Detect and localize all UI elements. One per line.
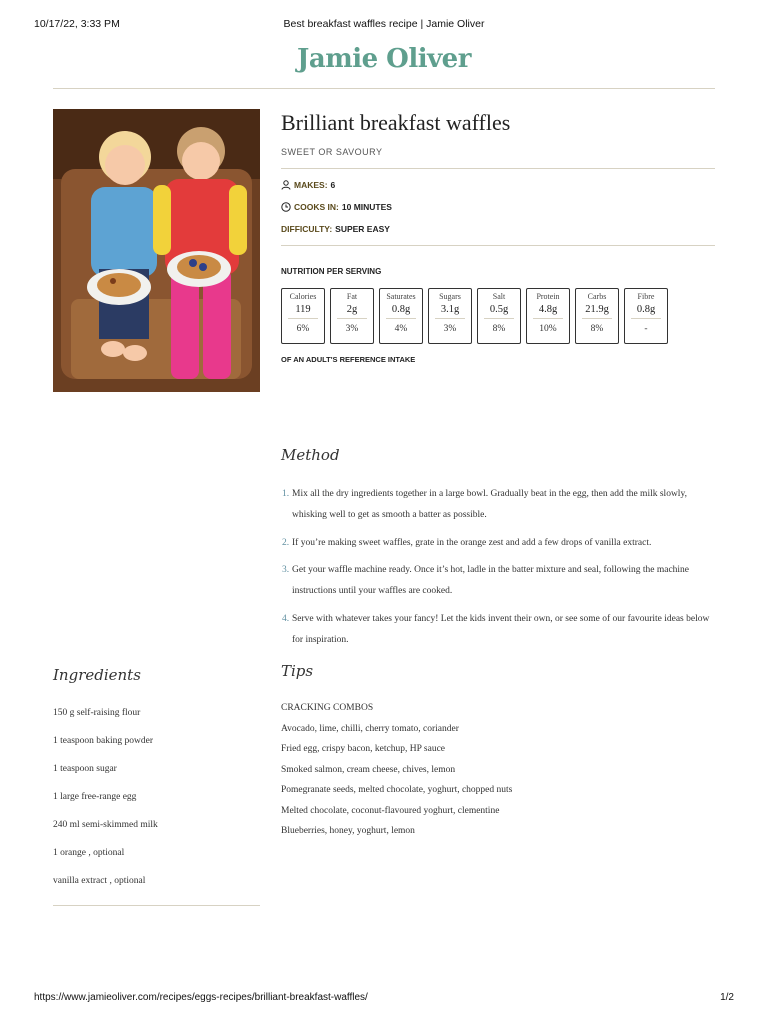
ingredient-item: 150 g self-raising flour (53, 708, 141, 718)
nutrition-percent: 6% (296, 324, 310, 334)
cooks-in-value: 10 MINUTES (341, 202, 392, 212)
nutrition-label: Salt (492, 292, 506, 301)
nutrition-cell-carbs (575, 288, 619, 344)
nutrition-percent: 4% (394, 324, 408, 334)
nutrition-percent: 3% (443, 324, 457, 334)
cooks-in-row (281, 202, 392, 212)
tip-item: Avocado, lime, chilli, cherry tomato, coriander (281, 724, 459, 734)
difficulty-label: DIFFICULTY: (281, 224, 333, 234)
nutrition-cell-fat (330, 288, 374, 344)
tips-subheading: CRACKING COMBOS (281, 703, 374, 713)
nutrition-value: 0.8g (386, 304, 416, 319)
reference-intake-note: OF AN ADULT'S REFERENCE INTAKE (281, 355, 416, 364)
nutrition-label: Fat (346, 292, 358, 301)
title-divider (281, 168, 715, 169)
nutrition-cell-sugars (428, 288, 472, 344)
difficulty-row (281, 224, 390, 234)
cooks-in-label: COOKS IN: (294, 202, 339, 212)
nutrition-grid (281, 288, 668, 344)
recipe-subtitle: SWEET OR SAVOURY (281, 147, 383, 157)
recipe-title: Brilliant breakfast waffles (281, 110, 511, 135)
nutrition-value: 0.5g (484, 304, 514, 319)
method-heading: Method (281, 446, 340, 464)
nutrition-label: Saturates (386, 292, 416, 301)
nutrition-percent: - (644, 324, 648, 334)
tip-item: Blueberries, honey, yoghurt, lemon (281, 825, 415, 836)
page-url[interactable]: https://www.jamieoliver.com/recipes/eggs-recipes/brilliant-breakfast-waffles/ (34, 992, 368, 1003)
site-logo[interactable]: Jamie Oliver (297, 44, 471, 74)
nutrition-cell-protein (526, 288, 570, 344)
recipe-photo (53, 109, 260, 392)
nutrition-value: 2g (337, 304, 367, 319)
page-number: 1/2 (720, 992, 734, 1003)
makes-row (281, 180, 335, 190)
tip-item: Smoked salmon, cream cheese, chives, lemon (281, 764, 456, 775)
nutrition-cell-fibre (624, 288, 668, 344)
nutrition-title: NUTRITION PER SERVING (281, 267, 382, 276)
ingredient-item: 1 large free-range egg (53, 792, 137, 802)
ingredients-divider (53, 905, 260, 906)
difficulty-value: SUPER EASY (335, 224, 390, 234)
nutrition-percent: 8% (492, 324, 506, 334)
nutrition-label: Fibre (637, 292, 655, 301)
method-list (281, 484, 721, 658)
nutrition-percent: 3% (345, 324, 359, 334)
print-header (34, 18, 734, 32)
nutrition-cell-salt (477, 288, 521, 344)
nutrition-value: 3.1g (435, 304, 465, 319)
person-icon (281, 180, 291, 190)
ingredient-item: vanilla extract , optional (53, 876, 146, 886)
ingredient-item: 240 ml semi-skimmed milk (53, 820, 158, 830)
tip-item: Fried egg, crispy bacon, ketchup, HP sauce (281, 744, 446, 755)
tip-item: Pomegranate seeds, melted chocolate, yoghurt, chopped nuts (281, 785, 513, 796)
method-step: 2. If you’re making sweet waffles, grate in the orange zest and add a few drops of vanilla extract. (282, 537, 652, 548)
meta-divider (281, 245, 715, 246)
method-step: 1. Mix all the dry ingredients together in a large bowl. Gradually beat in the egg, then add the milk slowly, whisking well to get as smooth a batter as possible. (282, 489, 687, 520)
ingredients-list (53, 703, 158, 899)
print-page-title: Best breakfast waffles recipe | Jamie Oliver (283, 18, 485, 30)
header-divider (53, 88, 715, 89)
tip-item: Melted chocolate, coconut-flavoured yoghurt, clementine (281, 805, 500, 816)
ingredients-heading: Ingredients (53, 666, 141, 684)
nutrition-value: 119 (288, 304, 318, 319)
nutrition-label: Sugars (439, 292, 461, 301)
nutrition-label: Protein (536, 292, 560, 301)
tips-heading: Tips (281, 662, 314, 680)
nutrition-label: Calories (289, 292, 317, 301)
nutrition-label: Carbs (587, 292, 607, 301)
method-step: 4. Serve with whatever takes your fancy! Let the kids invent their own, or see some of our favourite ideas below for inspiration. (282, 613, 710, 645)
makes-label: MAKES: (294, 180, 328, 190)
clock-icon (281, 202, 291, 212)
nutrition-cell-saturates (379, 288, 423, 344)
nutrition-value: 0.8g (631, 304, 661, 319)
nutrition-percent: 8% (590, 324, 604, 334)
tips-list (281, 720, 512, 842)
ingredient-item: 1 teaspoon sugar (53, 764, 117, 774)
print-date: 10/17/22, 3:33 PM (34, 18, 120, 30)
nutrition-percent: 10% (539, 324, 557, 334)
nutrition-value: 4.8g (533, 304, 563, 319)
nutrition-value: 21.9g (582, 304, 612, 319)
nutrition-cell-calories (281, 288, 325, 344)
ingredient-item: 1 teaspoon baking powder (53, 736, 153, 746)
ingredient-item: 1 orange , optional (53, 848, 125, 858)
print-footer (34, 992, 734, 1006)
method-step: 3. Get your waffle machine ready. Once it’s hot, ladle in the batter mixture and seal, following the machine instructions until your waffles are cooked. (282, 565, 690, 597)
makes-value: 6 (330, 180, 336, 190)
